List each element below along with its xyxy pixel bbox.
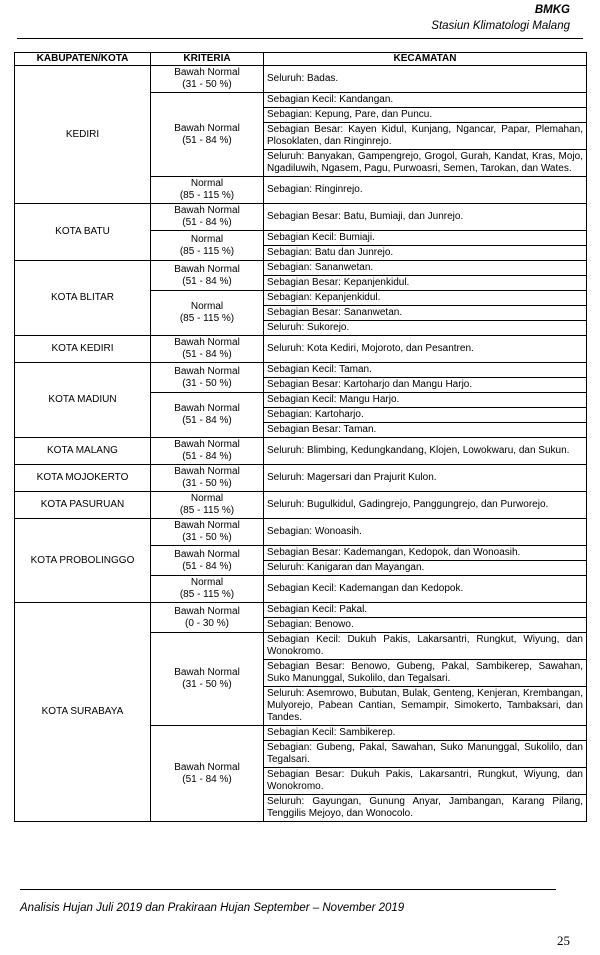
- kabupaten-cell: KOTA BLITAR: [15, 261, 151, 336]
- kecamatan-cell: Sebagian: Batu dan Junrejo.: [264, 246, 587, 261]
- kecamatan-cell: Sebagian Kecil: Kademangan dan Kedopok.: [264, 576, 587, 603]
- kecamatan-cell: Sebagian Besar: Batu, Bumiaji, dan Junrejo.: [264, 204, 587, 231]
- kecamatan-cell: Sebagian Besar: Kayen Kidul, Kunjang, Ngancar, Papar, Plemahan, Plosoklaten, dan Ringinrejo.: [264, 123, 587, 150]
- kriteria-cell: Normal (85 - 115 %): [151, 576, 264, 603]
- kecamatan-cell: Sebagian Besar: Dukuh Pakis, Lakarsantri, Rungkut, Wiyung, dan Wonokromo.: [264, 768, 587, 795]
- kriteria-cell: Bawah Normal (51 - 84 %): [151, 546, 264, 576]
- kabupaten-cell: KOTA PROBOLINGGO: [15, 519, 151, 603]
- table-row: [15, 519, 587, 546]
- kriteria-cell: Bawah Normal (51 - 84 %): [151, 93, 264, 177]
- header-subtitle: Stasiun Klimatologi Malang: [431, 20, 570, 32]
- kecamatan-cell: Seluruh: Banyakan, Gampengrejo, Grogol, Gurah, Kandat, Kras, Mojo, Ngadiluwih, Ngasem, Pagu, Purwoasri, Semen, Tarokan, dan Wates.: [264, 150, 587, 177]
- kriteria-cell: Bawah Normal (51 - 84 %): [151, 393, 264, 438]
- column-header-kabupaten: KABUPATEN/KOTA: [15, 53, 151, 66]
- kriteria-cell: Normal (85 - 115 %): [151, 492, 264, 519]
- kabupaten-cell: KOTA MADIUN: [15, 363, 151, 438]
- kriteria-cell: Bawah Normal (51 - 84 %): [151, 438, 264, 465]
- kriteria-cell: Bawah Normal (31 - 50 %): [151, 519, 264, 546]
- table-row: [15, 603, 587, 618]
- kriteria-cell: Normal (85 - 115 %): [151, 291, 264, 336]
- table-body: [15, 66, 587, 822]
- kecamatan-cell: Seluruh: Kota Kediri, Mojoroto, dan Pesantren.: [264, 336, 587, 363]
- kecamatan-cell: Sebagian: Wonoasih.: [264, 519, 587, 546]
- kecamatan-cell: Sebagian: Ringinrejo.: [264, 177, 587, 204]
- kecamatan-cell: Seluruh: Bugulkidul, Gadingrejo, Panggungrejo, dan Purworejo.: [264, 492, 587, 519]
- table-row: [15, 204, 587, 231]
- kriteria-cell: Bawah Normal (31 - 50 %): [151, 465, 264, 492]
- kecamatan-cell: Sebagian Kecil: Pakal.: [264, 603, 587, 618]
- kriteria-cell: Normal (85 - 115 %): [151, 177, 264, 204]
- table-row: [15, 492, 587, 519]
- kabupaten-cell: KEDIRI: [15, 66, 151, 204]
- kriteria-cell: Normal (85 - 115 %): [151, 231, 264, 261]
- kecamatan-cell: Seluruh: Blimbing, Kedungkandang, Klojen, Lowokwaru, dan Sukun.: [264, 438, 587, 465]
- kriteria-cell: Bawah Normal (31 - 50 %): [151, 633, 264, 726]
- kecamatan-cell: Sebagian Kecil: Sambikerep.: [264, 726, 587, 741]
- kriteria-cell: Bawah Normal (51 - 84 %): [151, 336, 264, 363]
- table-row: [15, 363, 587, 378]
- kriteria-cell: Bawah Normal (0 - 30 %): [151, 603, 264, 633]
- table-row: [15, 261, 587, 276]
- page-number: 25: [557, 933, 570, 948]
- header-divider: [17, 38, 583, 39]
- kecamatan-cell: Sebagian: Kartoharjo.: [264, 408, 587, 423]
- table-row: [15, 465, 587, 492]
- kecamatan-cell: Sebagian: Sananwetan.: [264, 261, 587, 276]
- kecamatan-cell: Seluruh: Badas.: [264, 66, 587, 93]
- kecamatan-cell: Sebagian: Kepung, Pare, dan Puncu.: [264, 108, 587, 123]
- kecamatan-cell: Sebagian Besar: Kademangan, Kedopok, dan Wonoasih.: [264, 546, 587, 561]
- kriteria-cell: Bawah Normal (51 - 84 %): [151, 726, 264, 822]
- forecast-table-container: [14, 52, 587, 822]
- kriteria-cell: Bawah Normal (51 - 84 %): [151, 204, 264, 231]
- kabupaten-cell: KOTA MOJOKERTO: [15, 465, 151, 492]
- kecamatan-cell: Sebagian Besar: Benowo, Gubeng, Pakal, Sambikerep, Sawahan, Suko Manunggal, Sukolilo, dan Tegalsari.: [264, 660, 587, 687]
- kecamatan-cell: Seluruh: Kanigaran dan Mayangan.: [264, 561, 587, 576]
- column-header-kecamatan: KECAMATAN: [264, 53, 587, 66]
- table-row: [15, 66, 587, 93]
- kabupaten-cell: KOTA MALANG: [15, 438, 151, 465]
- kecamatan-cell: Sebagian Kecil: Mangu Harjo.: [264, 393, 587, 408]
- kecamatan-cell: Sebagian Kecil: Taman.: [264, 363, 587, 378]
- kecamatan-cell: Seluruh: Gayungan, Gunung Anyar, Jambangan, Karang Pilang, Tenggilis Mejoyo, dan Wonocolo.: [264, 795, 587, 822]
- kecamatan-cell: Sebagian: Gubeng, Pakal, Sawahan, Suko Manunggal, Sukolilo, dan Tegalsari.: [264, 741, 587, 768]
- kecamatan-cell: Sebagian Kecil: Kandangan.: [264, 93, 587, 108]
- footer-divider: [20, 889, 556, 890]
- kabupaten-cell: KOTA PASURUAN: [15, 492, 151, 519]
- kecamatan-cell: Sebagian Kecil: Bumiaji.: [264, 231, 587, 246]
- kecamatan-cell: Sebagian Besar: Taman.: [264, 423, 587, 438]
- column-header-kriteria: KRITERIA: [151, 53, 264, 66]
- kriteria-cell: Bawah Normal (51 - 84 %): [151, 261, 264, 291]
- kabupaten-cell: KOTA SURABAYA: [15, 603, 151, 822]
- table-row: [15, 438, 587, 465]
- kecamatan-cell: Sebagian Kecil: Dukuh Pakis, Lakarsantri, Rungkut, Wiyung, dan Wonokromo.: [264, 633, 587, 660]
- kriteria-cell: Bawah Normal (31 - 50 %): [151, 66, 264, 93]
- kecamatan-cell: Seluruh: Magersari dan Prajurit Kulon.: [264, 465, 587, 492]
- kecamatan-cell: Sebagian: Kepanjenkidul.: [264, 291, 587, 306]
- kecamatan-cell: Sebagian Besar: Kartoharjo dan Mangu Harjo.: [264, 378, 587, 393]
- header-org: BMKG: [534, 4, 570, 16]
- kecamatan-cell: Sebagian: Benowo.: [264, 618, 587, 633]
- forecast-table: [14, 52, 587, 822]
- table-row: [15, 336, 587, 363]
- kecamatan-cell: Sebagian Besar: Sananwetan.: [264, 306, 587, 321]
- kecamatan-cell: Seluruh: Asemrowo, Bubutan, Bulak, Genteng, Kenjeran, Krembangan, Mulyorejo, Pabean Cantian, Semampir, Simokerto, Tambaksari, dan Tandes.: [264, 687, 587, 726]
- kriteria-cell: Bawah Normal (31 - 50 %): [151, 363, 264, 393]
- kecamatan-cell: Seluruh: Sukorejo.: [264, 321, 587, 336]
- kabupaten-cell: KOTA KEDIRI: [15, 336, 151, 363]
- table-header-row: [15, 53, 587, 66]
- kabupaten-cell: KOTA BATU: [15, 204, 151, 261]
- footer-text: Analisis Hujan Juli 2019 dan Prakiraan Hujan September – November 2019: [20, 902, 405, 914]
- kecamatan-cell: Sebagian Besar: Kepanjenkidul.: [264, 276, 587, 291]
